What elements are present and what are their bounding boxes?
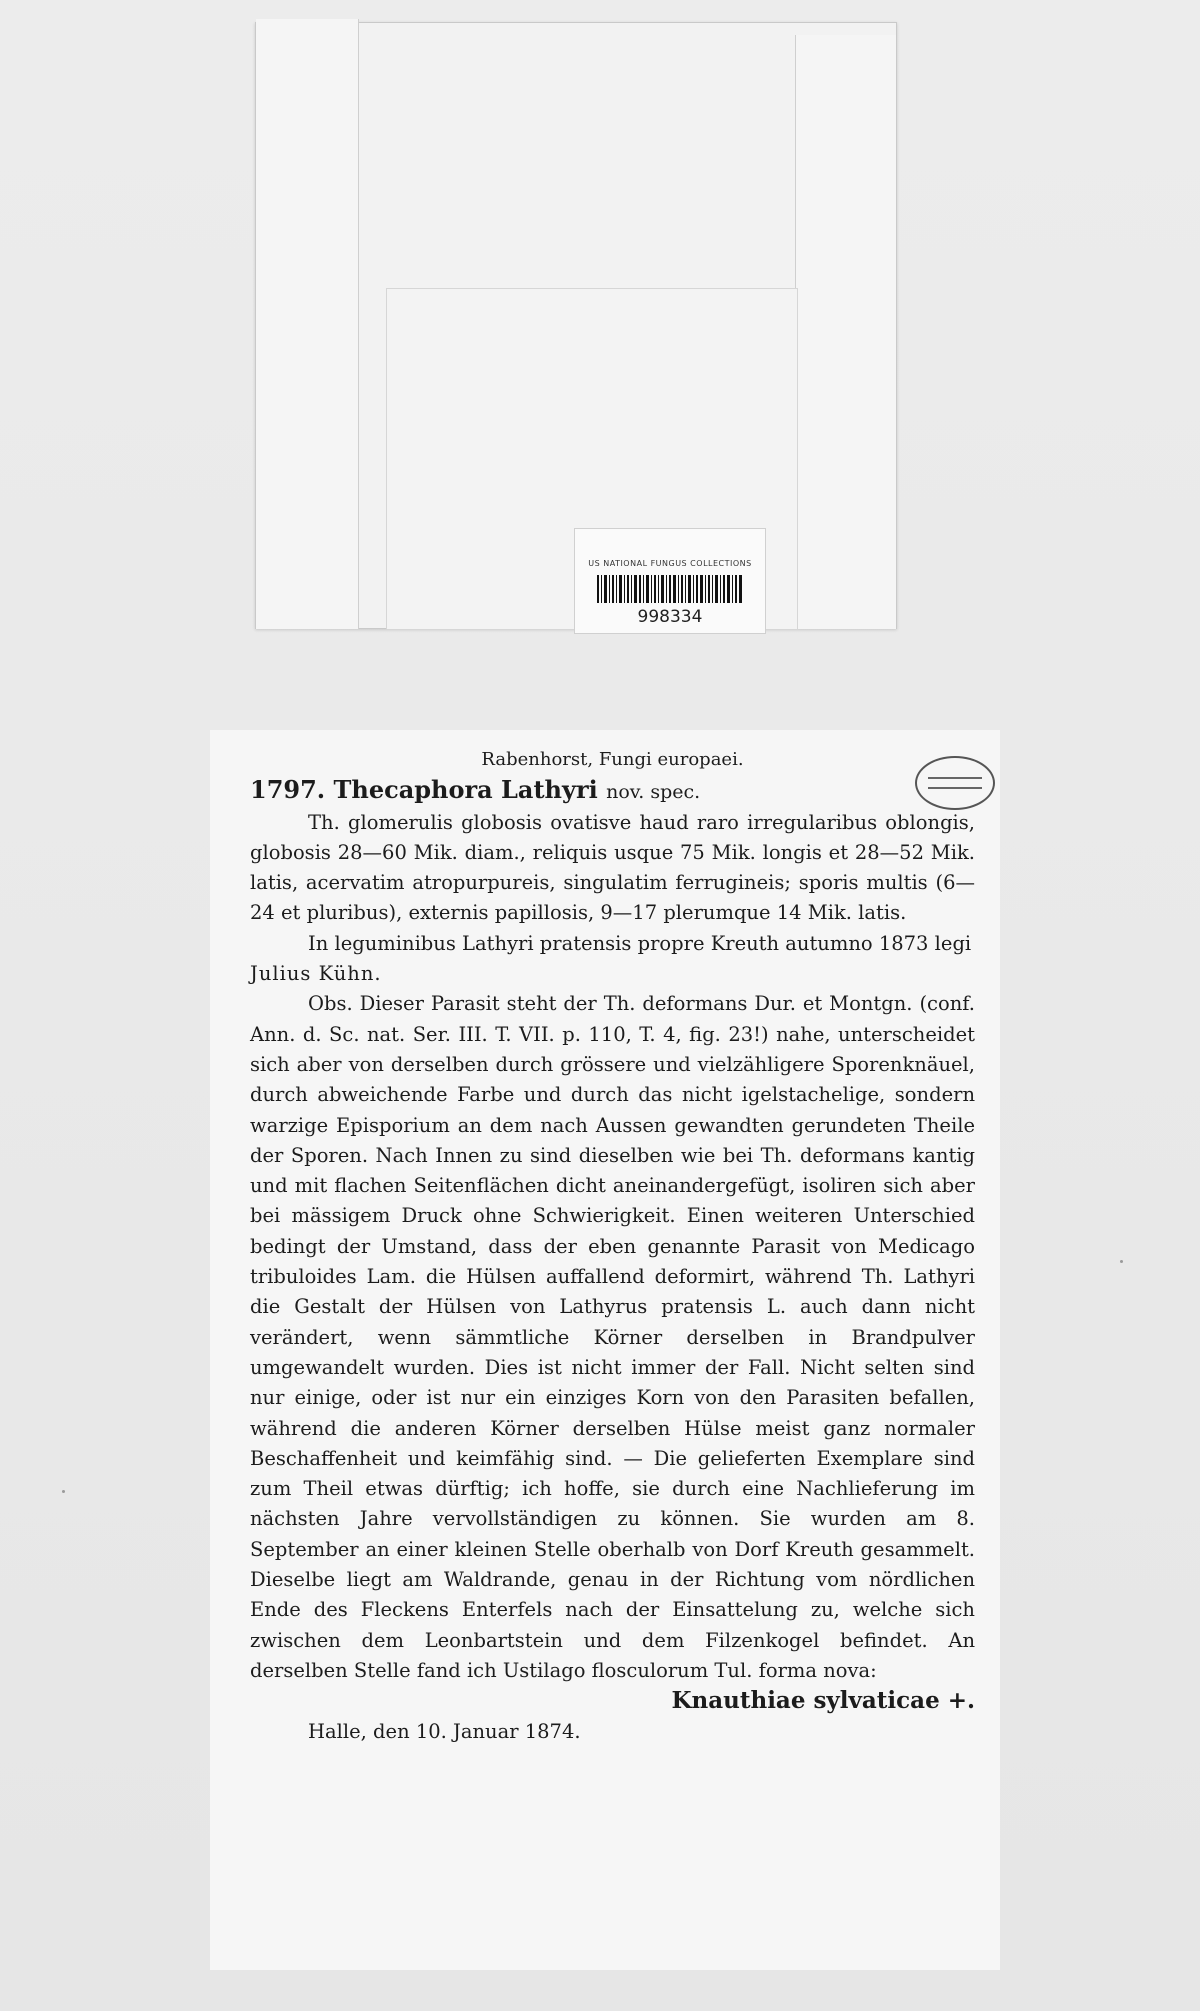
sheet-speck	[62, 1490, 65, 1493]
barcode-icon	[597, 575, 743, 603]
collection-locality: In leguminibus Lathyri pratensis propre Kreuth autumno 1873 legi	[308, 931, 972, 955]
latin-diagnosis: Th. glomerulis globosis ovatisve haud raro irregularibus oblongis, globosis 28—60 Mik. diam., reliquis usque 75 Mik. longis et 28—52 Mik. latis, acervatim atropurpureis, singulatim ferrugineis; sporis multis (6—24 et pluribus), externis papillosis, 9—17 plerumque 14 Mik. latis.	[250, 810, 975, 925]
series-heading: Rabenhorst, Fungi europaei.	[481, 749, 744, 770]
species-title	[250, 775, 975, 807]
label-text	[250, 745, 975, 1747]
species-name: Thecaphora Lathyri	[333, 775, 598, 805]
packet-right-flap	[795, 35, 896, 629]
observation-paragraph: Obs. Dieser Parasit steht der Th. deformans Dur. et Montgn. (conf. Ann. d. Sc. nat. Ser. III. T. VII. p. 110, T. 4, fig. 23!) nahe, unterscheidet sich aber von derselben durch grössere und vielzähligere Sporenknäuel, durch abweichende Farbe und durch das nicht igelstachelige, sondern warzige Episporium an dem nach Aussen gewandten gerundeten Theile der Sporen. Nach Innen zu sind dieselben wie bei Th. deformans kantig und mit flachen Seitenflächen dicht aneinandergefügt, isoliren sich aber bei mässigem Druck ohne Schwierigkeit. Einen weiteren Unterschied bedingt der Umstand, dass der eben genannte Parasit von Medicago tribuloides Lam. die Hülsen auffallend deformirt, während Th. Lathyri die Gestalt der Hülsen von Lathyrus pratensis L. auch dann nicht verändert, wenn sämmtliche Körner derselben in Brandpulver umgewandelt wurden. Dies ist nicht immer der Fall. Nicht selten sind nur einige, oder ist nur ein einziges Korn von den Parasiten befallen, während die anderen Körner derselben Hülse meist ganz normaler Beschaffenheit und keimfähig sind. — Die gelieferten Exemplare sind zum Theil etwas dürftig; ich hoffe, sie durch eine Nachlieferung im nächsten Jahre vervollständigen zu können. Sie wurden am 8. September an einer kleinen Stelle oberhalb von Dorf Kreuth gesammelt. Dieselbe liegt am Waldrande, genau in der Richtung vom nördlichen Ende des Fleckens Enterfels nach der Einsattelung zu, welche sich zwischen dem Leonbartstein und dem Filzenkogel befindet. An derselben Stelle fand ich Ustilago flosculorum Tul. forma nova:	[250, 992, 975, 1682]
new-form-name: Knauthiae sylvaticae +.	[671, 1687, 975, 1715]
place-date: Halle, den 10. Januar 1874.	[308, 1719, 581, 1743]
sheet-speck	[1120, 1260, 1123, 1263]
packet-left-flap	[256, 19, 359, 629]
barcode-label	[574, 528, 766, 634]
exsiccata-number: 1797.	[250, 775, 326, 805]
species-status: nov. spec.	[606, 781, 701, 804]
barcode-number: 998334	[637, 607, 703, 627]
barcode-caption: US NATIONAL FUNGUS COLLECTIONS	[588, 559, 752, 568]
specimen-packet	[255, 22, 897, 629]
printed-label	[210, 730, 1000, 1970]
collector-name: Julius Kühn.	[250, 962, 382, 986]
